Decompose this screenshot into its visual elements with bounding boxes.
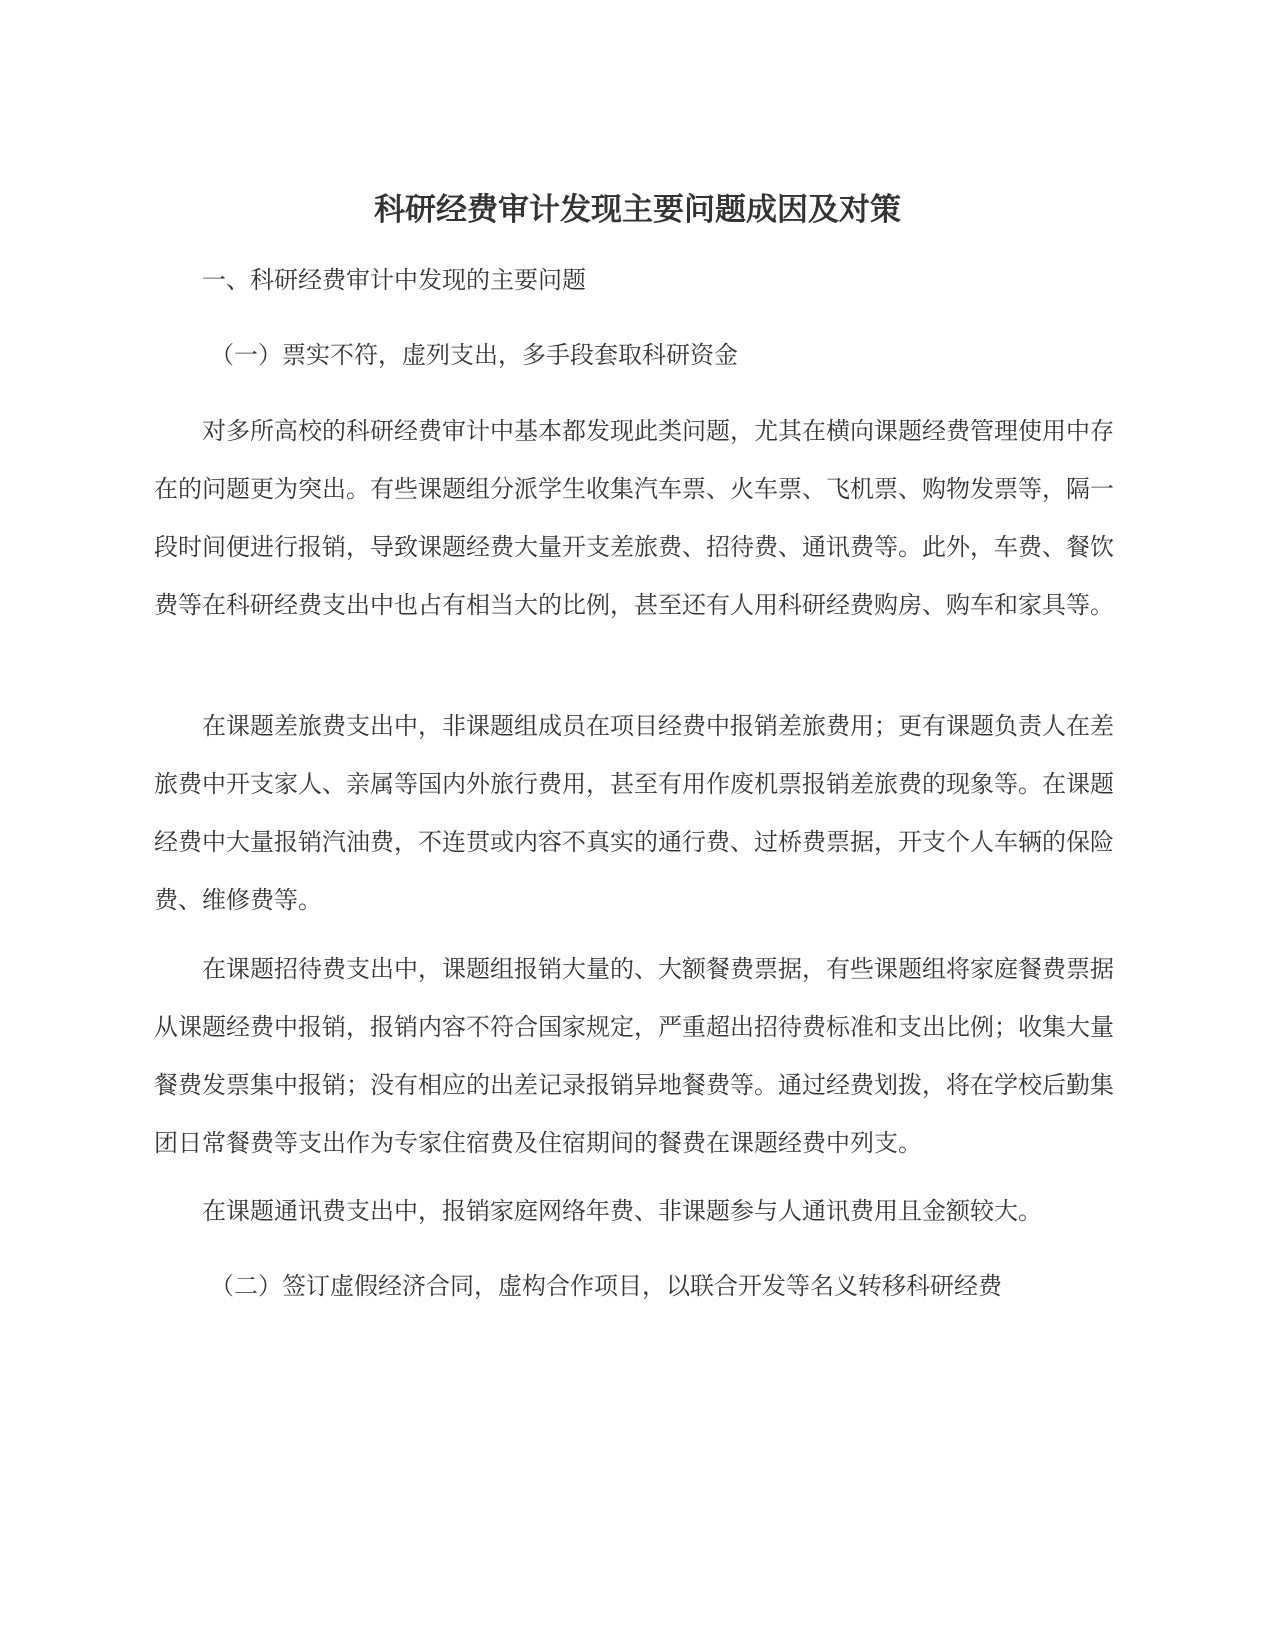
document-title: 科研经费审计发现主要问题成因及对策 xyxy=(374,192,901,228)
subsection-heading-2 xyxy=(154,1257,1114,1315)
paragraph-3 xyxy=(154,940,1114,1172)
paragraph-text: 在课题招待费支出中，课题组报销大量的、大额餐费票据，有些课题组将家庭餐费票据从课题经费中报销，报销内容不符合国家规定，严重超出招待费标准和支出比例；收集大量餐费发票集中报销；没有相应的出差记录报销异地餐费等。通过经费划拨，将在学校后勤集团日常餐费等支出作为专家住宿费及住宿期间的餐费在课题经费中列支。 xyxy=(154,955,1114,1157)
paragraph-text: 在课题通讯费支出中，报销家庭网络年费、非课题参与人通讯费用且金额较大。 xyxy=(202,1197,1042,1225)
paragraph-4 xyxy=(154,1182,1114,1240)
section-heading-text: 一、科研经费审计中发现的主要问题 xyxy=(202,266,586,294)
paragraph-text: 在课题差旅费支出中，非课题组成员在项目经费中报销差旅费用；更有课题负责人在差旅费中开支家人、亲属等国内外旅行费用，甚至有用作废机票报销差旅费的现象等。在课题经费中大量报销汽油费，不连贯或内容不真实的通行费、过桥费票据，开支个人车辆的保险费、维修费等。 xyxy=(154,712,1114,914)
paragraph-2 xyxy=(154,697,1114,929)
subsection-heading-text: （一）票实不符，虚列支出，多手段套取科研资金 xyxy=(210,341,738,369)
paragraph-1 xyxy=(154,402,1114,634)
paragraph-text: 对多所高校的科研经费审计中基本都发现此类问题，尤其在横向课题经费管理使用中存在的问题更为突出。有些课题组分派学生收集汽车票、火车票、飞机票、购物发票等，隔一段时间便进行报销，导致课题经费大量开支差旅费、招待费、通讯费等。此外，车费、餐饮费等在科研经费支出中也占有相当大的比例，甚至还有人用科研经费购房、购车和家具等。 xyxy=(154,417,1114,619)
section-heading-1 xyxy=(154,251,1114,309)
subsection-heading-text: （二）签订虚假经济合同，虚构合作项目，以联合开发等名义转移科研经费 xyxy=(210,1272,1002,1300)
subsection-heading-1 xyxy=(154,326,1114,384)
